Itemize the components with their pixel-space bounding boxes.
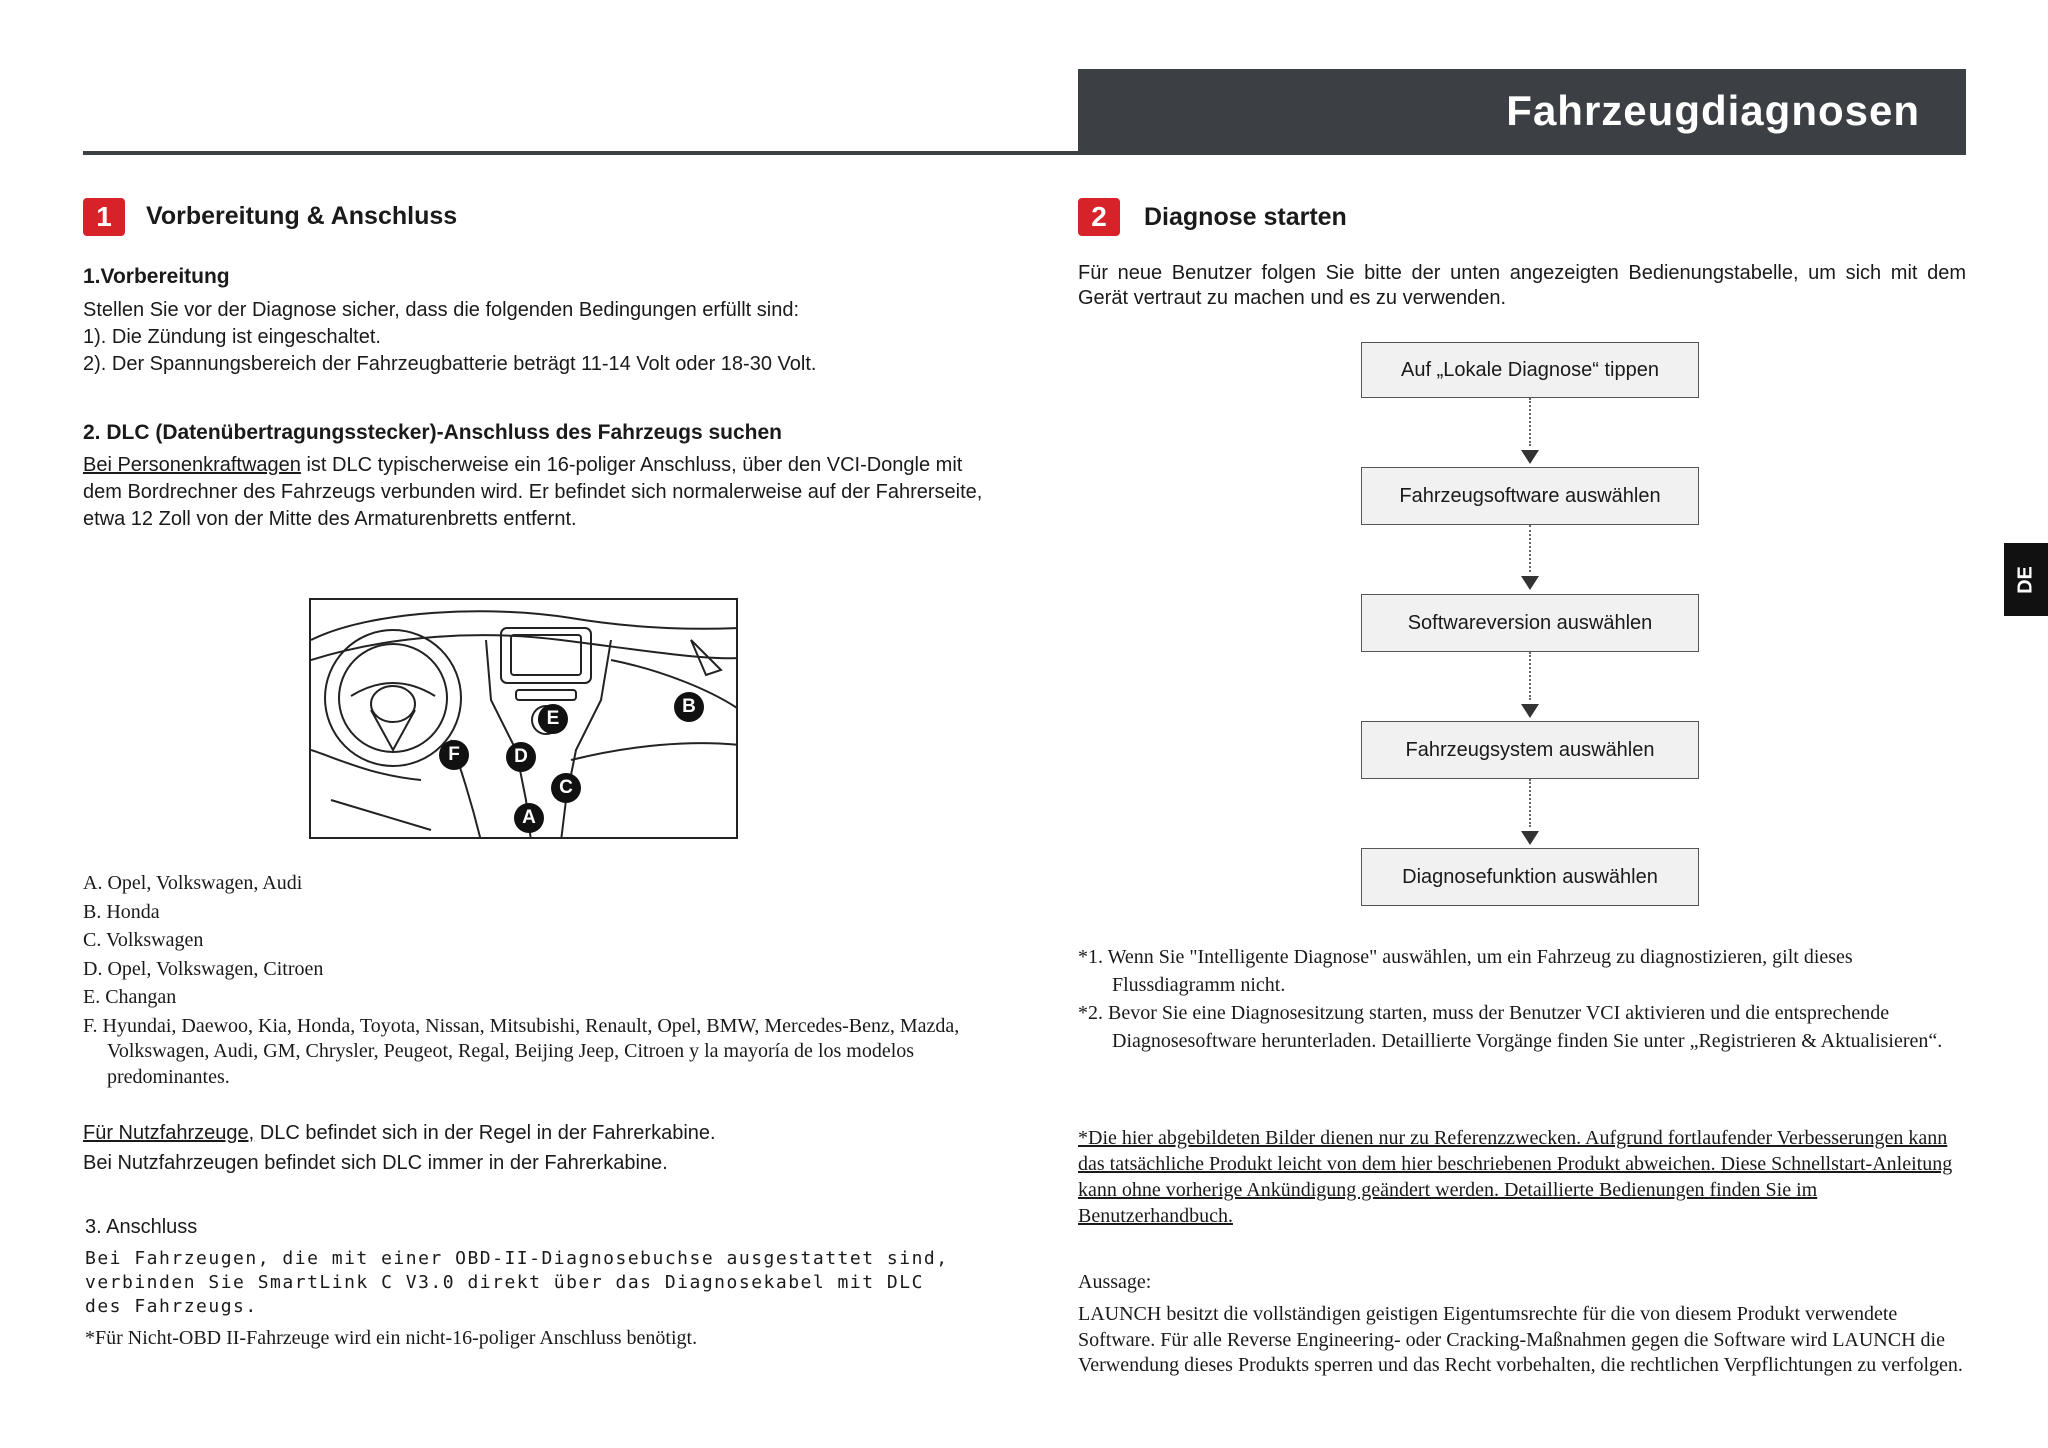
location-item-b: B. Honda bbox=[83, 900, 160, 923]
title-bar bbox=[1078, 69, 1966, 155]
commercial-paragraph bbox=[83, 1118, 983, 1178]
section-1-title: Vorbereitung & Anschluss bbox=[146, 202, 458, 230]
flow-note-2: *2. Bevor Sie eine Diagnosesitzung starten, muss der Benutzer VCI aktivieren und die entsprechende Diagnosesoftware herunterladen. Detaillierte Vorgänge finden Sie unter „Registrieren & Aktualisieren“. bbox=[1078, 1002, 1943, 1052]
flow-connector-3 bbox=[1529, 652, 1531, 700]
commercial-text: DLC befindet sich in der Regel in der Fahrerkabine. bbox=[254, 1122, 716, 1144]
statement-text: LAUNCH besitzt die vollständigen geistigen Eigentumsrechte für die von diesem Produkt verwendete Software. Für alle Reverse Engineering- oder Cracking-Maßnahmen gegen die Software wird LAUNCH die Verwendung dieses Produkts sperren und das Recht vorbehalten, die rechtlichen Verpflichtungen zu verfolgen. bbox=[1078, 1303, 1963, 1376]
prep-heading: 1.Vorbereitung bbox=[83, 265, 230, 288]
section-1-badge: 1 bbox=[83, 198, 125, 236]
location-item-f: F. Hyundai, Daewoo, Kia, Honda, Toyota, Nissan, Mitsubishi, Renault, Opel, BMW, Mercedes-Benz, Mazda, Volkswagen, Audi, GM, Chrysler, Peugeot, Regal, Beijing Jeep, Citroen y la mayoría de los modelos predominantes. bbox=[83, 1014, 960, 1088]
connect-text: Bei Fahrzeugen, die mit einer OBD-II-Diagnosebuchse ausgestattet sind, verbinden Sie SmartLink C V3.0 direkt über das Diagnosekabel mit DLC des Fahrzeugs. bbox=[85, 1248, 949, 1317]
diagram-marker-e: E bbox=[538, 704, 568, 734]
flow-arrow-2 bbox=[1521, 576, 1539, 590]
flow-arrow-1 bbox=[1521, 450, 1539, 464]
dlc-text: ist DLC typischerweise ein 16-poliger Anschluss, über den VCI-Dongle mit dem Bordrechner des Fahrzeugs verbunden wird. Er befindet sich normalerweise auf der Fahrerseite, etwa 12 Zoll von der Mitte des Armaturenbretts entfernt. bbox=[83, 454, 983, 530]
prep-intro: Stellen Sie vor der Diagnose sicher, dass die folgenden Bedingungen erfüllt sind: bbox=[83, 299, 800, 321]
location-item-c: C. Volkswagen bbox=[83, 929, 204, 951]
flow-connector-1 bbox=[1529, 398, 1531, 446]
prep-item-1: 1). Die Zündung ist eingeschaltet. bbox=[83, 326, 381, 348]
commercial-lead: Für Nutzfahrzeuge, bbox=[83, 1122, 255, 1144]
flow-step-5: Diagnosefunktion auswählen bbox=[1361, 848, 1699, 906]
commercial-line-2: Bei Nutzfahrzeugen befindet sich DLC immer in der Fahrerkabine. bbox=[83, 1152, 668, 1174]
statement-heading: Aussage: bbox=[1078, 1271, 1152, 1293]
flow-arrow-4 bbox=[1521, 831, 1539, 845]
language-tab bbox=[2004, 543, 2048, 616]
page-title: Fahrzeugdiagnosen bbox=[1506, 87, 1920, 134]
flow-connector-2 bbox=[1529, 525, 1531, 572]
dlc-paragraph bbox=[83, 452, 983, 533]
flow-step-2: Fahrzeugsoftware auswählen bbox=[1361, 467, 1699, 525]
section-2-intro: Für neue Benutzer folgen Sie bitte der unten angezeigten Bedienungstabelle, um sich mit dem Gerät vertraut zu machen und es zu verwenden. bbox=[1078, 262, 1966, 309]
diagram-marker-a: A bbox=[514, 803, 544, 833]
flow-step-4: Fahrzeugsystem auswählen bbox=[1361, 721, 1699, 779]
flow-step-3: Softwareversion auswählen bbox=[1361, 594, 1699, 652]
location-list bbox=[83, 871, 963, 1090]
language-tab-label: DE bbox=[2014, 565, 2037, 594]
flow-connector-4 bbox=[1529, 779, 1531, 827]
diagram-marker-b: B bbox=[674, 692, 704, 722]
prep-text bbox=[83, 297, 983, 378]
flow-notes bbox=[1078, 943, 1966, 1055]
diagram-marker-f: F bbox=[439, 740, 469, 770]
flow-note-1: *1. Wenn Sie "Intelligente Diagnose" auswählen, um ein Fahrzeug zu diagnostizieren, gilt dieses Flussdiagramm nicht. bbox=[1078, 946, 1853, 996]
location-item-e: E. Changan bbox=[83, 986, 177, 1008]
location-item-a: A. Opel, Volkswagen, Audi bbox=[83, 872, 303, 894]
diagram-marker-c: C bbox=[551, 773, 581, 803]
section-2-title: Diagnose starten bbox=[1144, 203, 1347, 231]
dlc-heading: 2. DLC (Datenübertragungsstecker)-Anschluss des Fahrzeugs suchen bbox=[83, 421, 782, 444]
dlc-lead: Bei Personenkraftwagen bbox=[83, 454, 301, 476]
disclaimer: *Die hier abgebildeten Bilder dienen nur zu Referenzzwecken. Aufgrund fortlaufender Verbesserungen kann das tatsächliche Produkt leicht von dem hier beschriebenen Produkt abweichen. Diese Schnellstart-Anleitung kann ohne vorherige Ankündigung geändert werden. Detaillierte Bedienungen finden Sie im Benutzerhandbuch. bbox=[1078, 1127, 1953, 1227]
dashboard-diagram bbox=[309, 598, 738, 839]
flow-step-1: Auf „Lokale Diagnose“ tippen bbox=[1361, 342, 1699, 398]
flow-arrow-3 bbox=[1521, 704, 1539, 718]
diagram-marker-d: D bbox=[506, 742, 536, 772]
location-item-d: D. Opel, Volkswagen, Citroen bbox=[83, 957, 324, 980]
connect-heading: 3. Anschluss bbox=[85, 1216, 198, 1238]
prep-item-2: 2). Der Spannungsbereich der Fahrzeugbatterie beträgt 11-14 Volt oder 18-30 Volt. bbox=[83, 353, 817, 375]
section-2-badge: 2 bbox=[1078, 198, 1120, 236]
connect-note: *Für Nicht-OBD II-Fahrzeuge wird ein nicht-16-poliger Anschluss benötigt. bbox=[85, 1327, 698, 1349]
